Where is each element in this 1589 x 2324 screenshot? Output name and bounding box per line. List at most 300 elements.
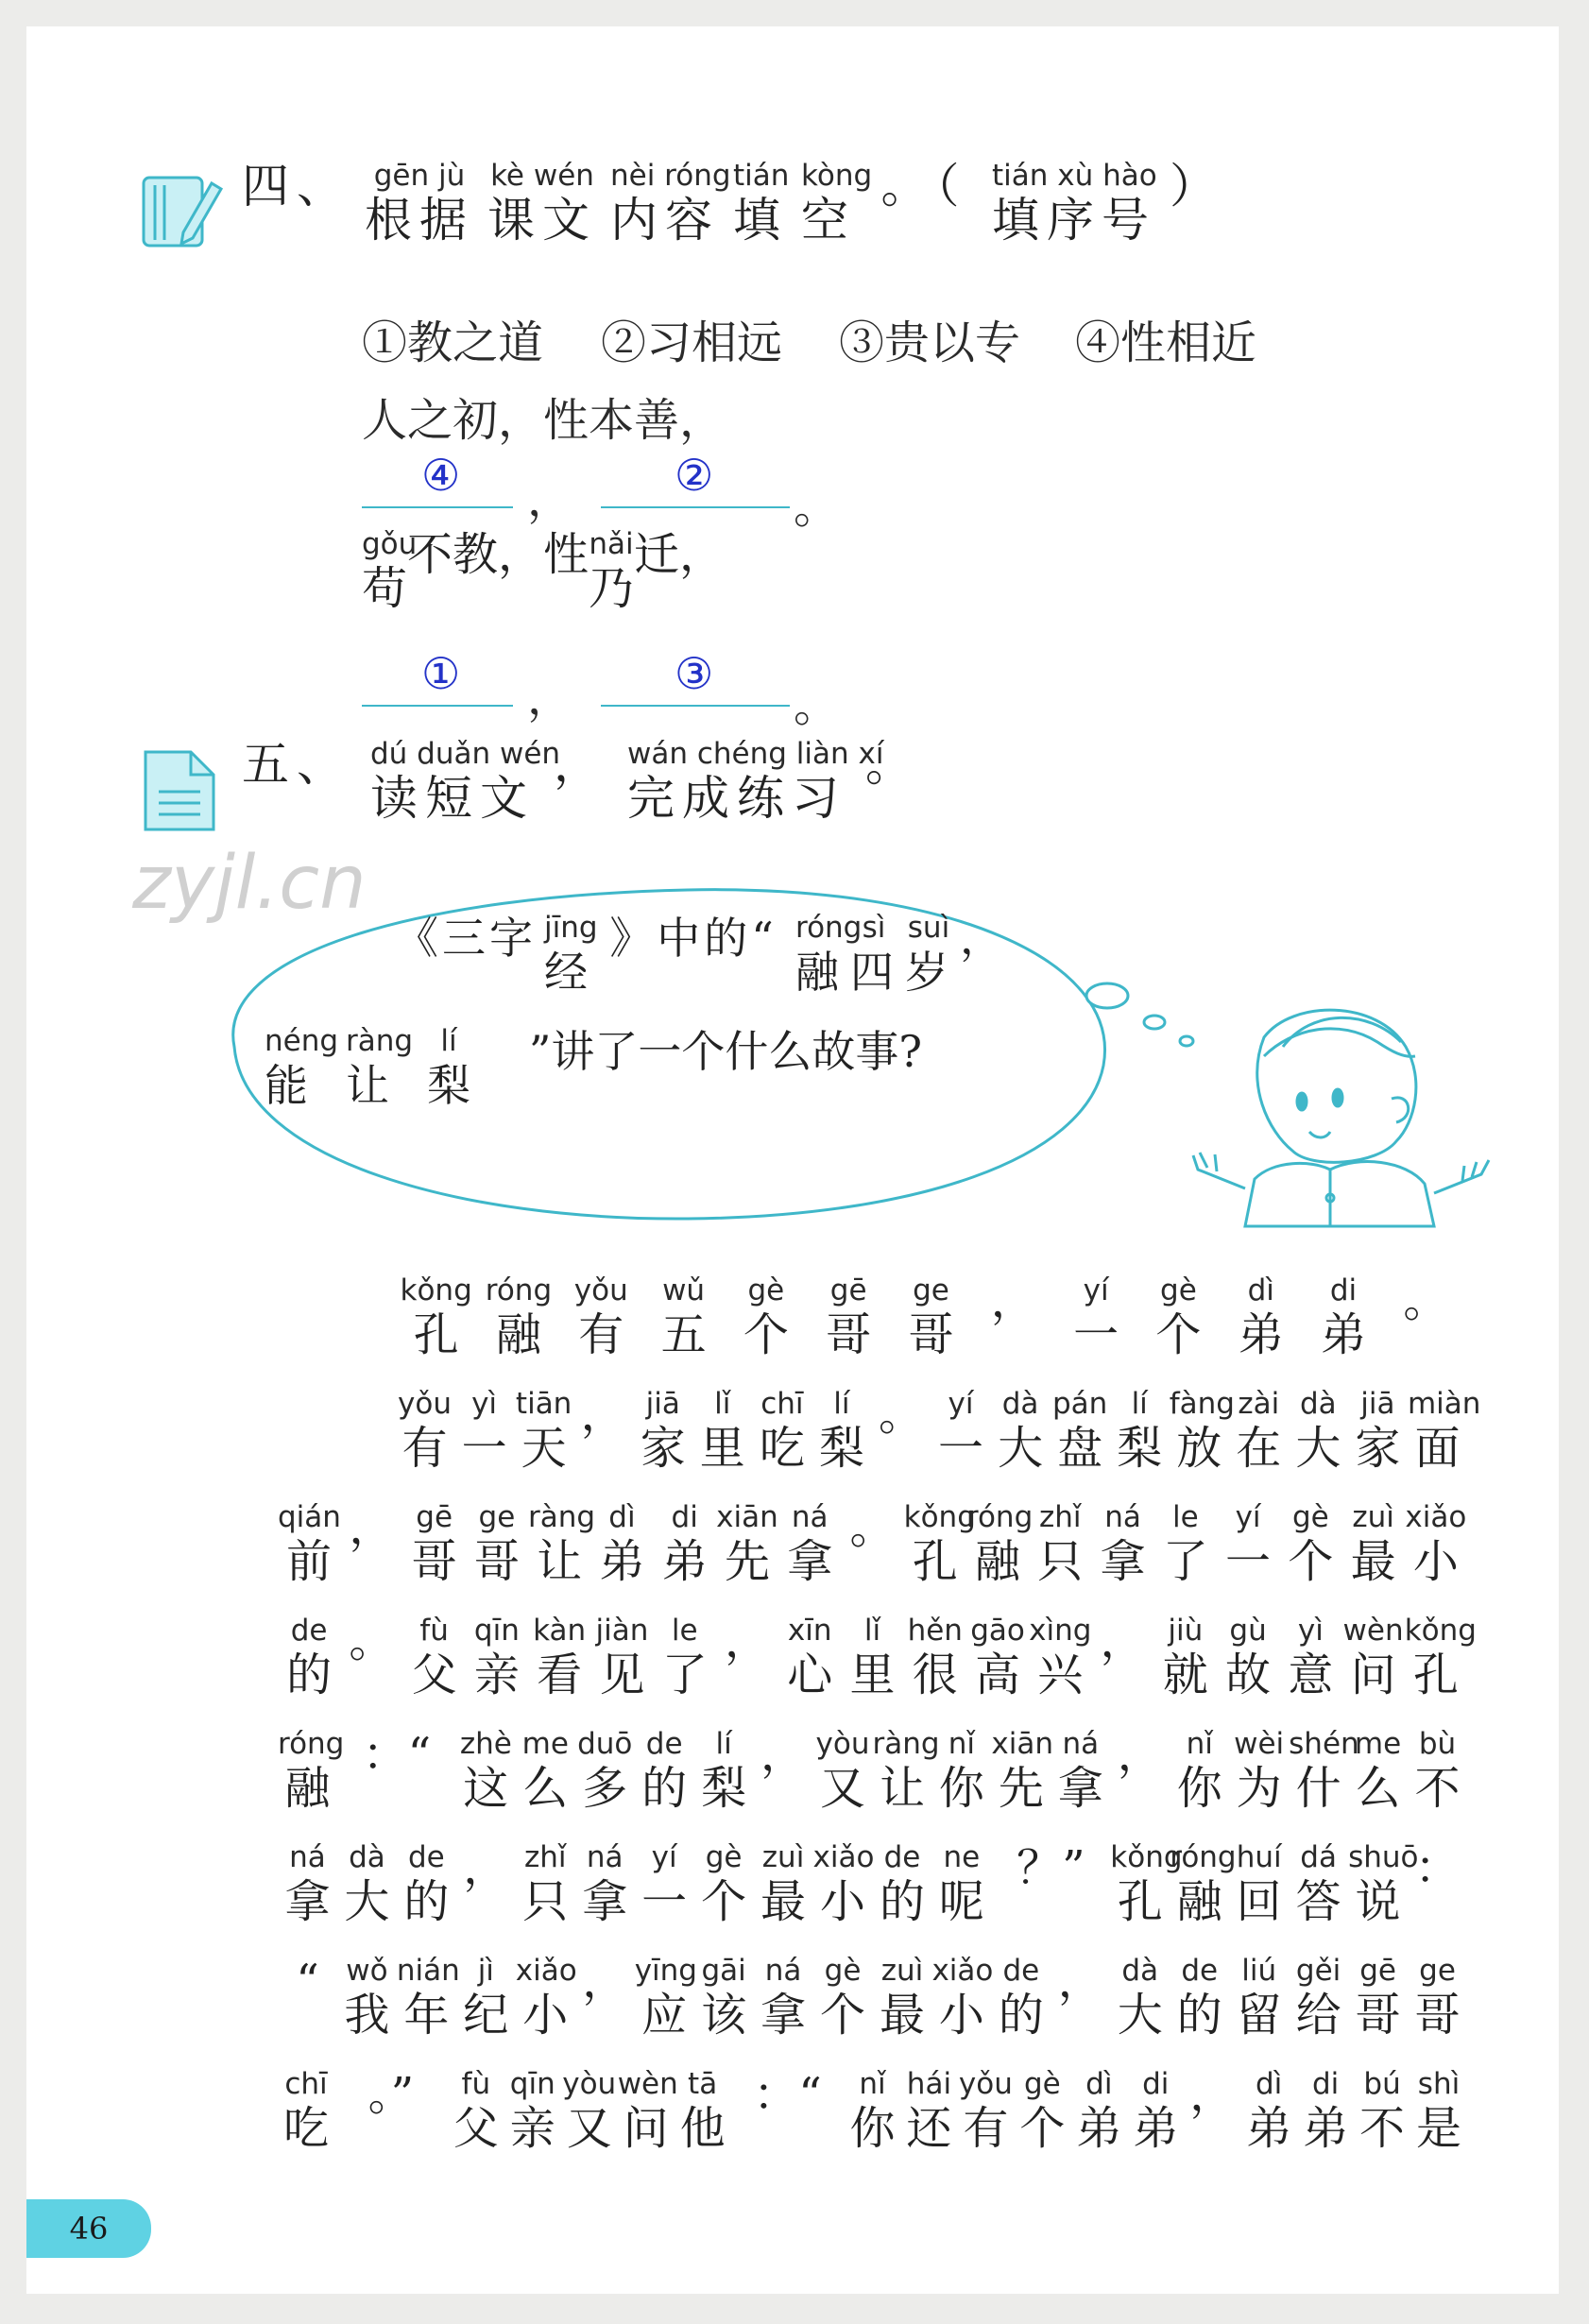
pinyin-char-group xyxy=(1169,1387,1235,1476)
hanzi: 吃 xyxy=(282,2102,329,2155)
hanzi: 的 xyxy=(286,1649,333,1701)
pinyin-char-group xyxy=(1217,1500,1279,1589)
pinyin-char-group xyxy=(242,159,351,214)
hanzi: 拿 xyxy=(284,1875,331,1928)
pinyin-char-group xyxy=(635,1727,694,1816)
pinyin-char-group xyxy=(407,527,589,582)
hanzi: 。 xyxy=(865,737,920,792)
hanzi: ， xyxy=(1100,1615,1146,1667)
hanzi: 弟 xyxy=(1238,1308,1284,1361)
pinyin: de xyxy=(290,1614,328,1648)
hanzi: 让 xyxy=(346,1060,389,1111)
blank-2-answer: ② xyxy=(675,450,714,501)
pinyin: wán chéng liàn xí xyxy=(627,737,884,771)
hanzi: 五 xyxy=(660,1308,707,1361)
pinyin: gǒu xyxy=(362,527,418,561)
pinyin: róng xyxy=(965,1500,1034,1534)
pinyin-char-group xyxy=(1404,1614,1477,1702)
pinyin: pán xyxy=(1051,1387,1108,1421)
pinyin: gāi xyxy=(701,1954,746,1988)
pinyin-char-group xyxy=(528,1614,590,1702)
pinyin: gāo xyxy=(970,1614,1025,1648)
pinyin-char-group xyxy=(966,1614,1029,1702)
hanzi: 孔 xyxy=(912,1535,958,1588)
pinyin: chī xyxy=(284,2067,328,2101)
hanzi: 最 xyxy=(760,1875,807,1928)
pinyin: qīn xyxy=(473,1614,520,1648)
pinyin-char-group xyxy=(692,1387,752,1476)
pinyin-char-group xyxy=(931,1727,991,1816)
pinyin-char-group xyxy=(872,1727,940,1816)
pinyin-char-group xyxy=(395,1387,454,1476)
hanzi: 家 xyxy=(1355,1422,1401,1475)
pinyin: ràng xyxy=(528,1500,596,1534)
pinyin: ge xyxy=(1419,1954,1456,1988)
hanzi: 哥 xyxy=(1355,1989,1401,2042)
pinyin: gěi xyxy=(1295,1954,1341,1988)
pinyin-char-group xyxy=(873,1840,932,1929)
hanzi: 哥 xyxy=(473,1535,520,1588)
hanzi: 的 xyxy=(1176,1989,1222,2042)
pinyin: ràng xyxy=(346,1024,414,1058)
hanzi: 乃 xyxy=(589,562,635,615)
pinyin-char-group xyxy=(1170,1954,1229,2042)
hanzi: 梨 xyxy=(818,1422,864,1475)
pinyin: wǒ xyxy=(346,1954,388,1988)
hanzi: 吃 xyxy=(759,1422,805,1475)
hanzi: 了 xyxy=(1162,1535,1208,1588)
pinyin-char-group xyxy=(1229,1840,1289,1929)
pinyin-char-group xyxy=(528,1500,596,1589)
hanzi: ， xyxy=(349,1501,395,1554)
pinyin: me xyxy=(521,1727,569,1761)
hanzi: 应 xyxy=(641,1989,688,2042)
pinyin: chī xyxy=(760,1387,804,1421)
pinyin-char-group xyxy=(731,2067,845,2122)
pinyin-char-group xyxy=(1408,1840,1467,1895)
hanzi: 纪 xyxy=(463,1989,509,2042)
hanzi: 根据 xyxy=(365,193,474,248)
pinyin: zài xyxy=(1238,1387,1280,1421)
hanzi: 该 xyxy=(701,1989,747,2042)
pinyin: jì xyxy=(477,1954,494,1988)
hanzi: 哥 xyxy=(411,1535,457,1588)
pinyin: kǒng xyxy=(1110,1840,1183,1874)
pinyin: gēn jù xyxy=(373,159,466,193)
pinyin-char-group xyxy=(617,2067,678,2156)
hanzi: 一 xyxy=(1225,1535,1272,1588)
blank-3-answer: ① xyxy=(421,648,461,699)
hanzi: 他 xyxy=(679,2102,726,2155)
hanzi: 迁， xyxy=(634,528,726,581)
pinyin-char-group xyxy=(1170,1727,1229,1816)
hanzi: 年 xyxy=(403,1989,450,2042)
pinyin: zhè xyxy=(459,1727,512,1761)
hanzi: 孔 xyxy=(413,1308,459,1361)
pinyin: fù xyxy=(419,1614,449,1648)
pinyin-char-group xyxy=(1184,2067,1240,2122)
pinyin-char-group xyxy=(346,1024,414,1113)
pinyin-char-group xyxy=(845,2067,901,2156)
pinyin: de xyxy=(1002,1954,1040,1988)
pinyin-char-group xyxy=(477,1273,559,1362)
pinyin: gù xyxy=(1229,1614,1267,1648)
hanzi: 。（ xyxy=(880,159,967,214)
pinyin-char-group xyxy=(633,1387,692,1476)
pinyin: dì xyxy=(1256,2067,1283,2101)
document-icon xyxy=(138,746,223,837)
pinyin-char-group xyxy=(1170,1840,1237,1929)
pinyin-char-group xyxy=(590,1500,653,1589)
pinyin-char-group xyxy=(1279,1500,1341,1589)
pinyin-char-group xyxy=(242,737,351,792)
hanzi: 留 xyxy=(1236,1989,1282,2042)
blank-1[interactable] xyxy=(362,506,513,508)
pinyin: tián xù hào xyxy=(992,159,1157,193)
hanzi: 一 xyxy=(641,1875,688,1928)
pinyin: ge xyxy=(913,1273,949,1307)
hanzi: 。” xyxy=(367,2068,415,2121)
hanzi: 我 xyxy=(344,1989,390,2042)
hanzi: 最 xyxy=(879,1989,925,2042)
hanzi: 说 xyxy=(1355,1875,1401,1928)
pinyin-char-group xyxy=(965,1500,1034,1589)
pinyin-char-group xyxy=(890,1273,972,1362)
hanzi: 梨 xyxy=(427,1060,470,1111)
pinyin-char-group xyxy=(589,527,634,616)
pinyin-char-group xyxy=(1405,1500,1467,1589)
pinyin-char-group xyxy=(675,2067,731,2156)
hanzi: 融 xyxy=(795,947,843,998)
pinyin: róng xyxy=(485,1273,553,1307)
pinyin-char-group xyxy=(812,1387,871,1476)
pinyin: di xyxy=(671,1500,698,1534)
pinyin: jiā xyxy=(1360,1387,1395,1421)
pinyin-char-group xyxy=(813,1954,873,2042)
pinyin: lí xyxy=(833,1387,850,1421)
hanzi: 意 xyxy=(1288,1649,1334,1701)
watermark: zyjl.cn xyxy=(132,841,367,926)
pinyin-char-group xyxy=(903,1500,976,1589)
pinyin-char-group xyxy=(1408,1954,1467,2042)
hanzi: ， xyxy=(760,1728,807,1781)
blank-2[interactable] xyxy=(601,506,790,508)
blank-4[interactable] xyxy=(601,705,790,707)
hanzi: 兴 xyxy=(1037,1649,1084,1701)
pinyin-char-group xyxy=(850,911,897,1000)
story-paragraph xyxy=(26,1273,1559,2199)
hanzi: 父 xyxy=(411,1649,457,1701)
hanzi: 。 xyxy=(349,1615,395,1667)
pinyin-char-group xyxy=(1091,1500,1153,1589)
hanzi: 拿 xyxy=(787,1535,833,1588)
pinyin: gē xyxy=(829,1273,867,1307)
pinyin-char-group xyxy=(635,1840,694,1929)
hanzi: 填序号 xyxy=(992,193,1156,248)
hanzi: 故 xyxy=(1225,1649,1272,1701)
hanzi: ， xyxy=(580,1388,626,1441)
pinyin: xiān xyxy=(716,1500,778,1534)
hanzi: 五、 xyxy=(242,737,351,792)
pinyin: lǐ xyxy=(863,1614,881,1648)
pinyin-char-group xyxy=(813,1727,873,1816)
pinyin-char-group xyxy=(516,1727,575,1816)
option-1: ①教之道 xyxy=(362,316,544,369)
pinyin-char-group xyxy=(561,2067,618,2156)
hanzi: ， xyxy=(582,1955,628,2008)
hanzi: 弟 xyxy=(1246,2102,1292,2155)
pinyin-char-group xyxy=(1070,2067,1127,2156)
pinyin: dà xyxy=(1300,1387,1337,1421)
pinyin: wèn xyxy=(1342,1614,1404,1648)
option-3: ③贵以专 xyxy=(839,316,1021,369)
pinyin-char-group xyxy=(778,1614,841,1702)
pinyin-char-group xyxy=(1154,1500,1217,1589)
verse-line-1: 人之初，性本善， xyxy=(362,394,726,447)
pinyin-char-group xyxy=(991,1954,1051,2042)
hanzi: 让 xyxy=(537,1535,583,1588)
pinyin: ràng xyxy=(872,1727,940,1761)
pinyin: dà xyxy=(349,1840,385,1874)
hanzi: ， xyxy=(463,1841,509,1894)
pinyin-char-group xyxy=(514,1387,573,1476)
hanzi: ：“ xyxy=(753,2068,822,2121)
pinyin: de xyxy=(1181,1954,1219,1988)
pinyin: yīng xyxy=(634,1954,697,1988)
hanzi: 在 xyxy=(1236,1422,1282,1475)
comma-2: ， xyxy=(527,672,573,725)
hanzi: 梨 xyxy=(701,1762,747,1815)
pinyin: ge xyxy=(478,1500,516,1534)
pinyin-char-group xyxy=(487,159,597,248)
pinyin-char-group xyxy=(454,1387,514,1476)
pinyin: qián xyxy=(278,1500,341,1534)
hanzi: 岁 xyxy=(905,947,952,998)
hanzi: 多 xyxy=(582,1762,628,1815)
pinyin: ná xyxy=(791,1500,829,1534)
hanzi: 孔 xyxy=(1117,1875,1163,1928)
pinyin-char-group xyxy=(1220,1273,1302,1362)
pinyin: nǐ xyxy=(948,1727,976,1761)
pinyin: ne xyxy=(943,1840,981,1874)
pinyin-char-group xyxy=(278,1727,345,1816)
pinyin-char-group xyxy=(1014,2067,1070,2156)
hanzi: 的 xyxy=(879,1875,925,1928)
hanzi: 盘 xyxy=(1057,1422,1103,1475)
pinyin-char-group xyxy=(1051,1387,1110,1476)
hanzi: 你 xyxy=(938,1762,984,1815)
hanzi: ， xyxy=(724,1615,770,1667)
pinyin: de xyxy=(645,1727,683,1761)
pinyin: lí xyxy=(715,1727,732,1761)
hanzi: 个 xyxy=(701,1875,747,1928)
pinyin-char-group xyxy=(694,1954,754,2042)
pinyin-char-group xyxy=(448,2067,504,2156)
hanzi: “ xyxy=(296,1955,319,2008)
pinyin-char-group xyxy=(1341,1614,1404,1702)
hanzi: 见 xyxy=(599,1649,645,1701)
pinyin: ná xyxy=(586,1840,624,1874)
comma-1: ， xyxy=(527,473,573,526)
pinyin: wèi xyxy=(1234,1727,1285,1761)
hanzi: ， xyxy=(554,737,608,792)
pinyin-char-group xyxy=(733,159,788,248)
pinyin-char-group xyxy=(395,1273,477,1362)
pinyin-char-group xyxy=(654,1614,716,1702)
hanzi: 《三字 xyxy=(395,913,537,964)
pinyin: nǎi xyxy=(589,527,634,561)
hanzi: 呢 xyxy=(938,1875,984,1928)
hanzi: 里 xyxy=(699,1422,745,1475)
pinyin-char-group xyxy=(752,1387,812,1476)
pinyin: di xyxy=(1142,2067,1170,2101)
pinyin-char-group xyxy=(278,1954,337,2008)
pinyin: le xyxy=(671,1614,698,1648)
pinyin: ná xyxy=(1062,1727,1100,1761)
period-1: 。 xyxy=(794,481,840,534)
pinyin-char-group xyxy=(1408,1727,1467,1816)
pinyin: yòu xyxy=(562,2067,617,2101)
pinyin-char-group xyxy=(1029,1500,1091,1589)
pinyin-char-group xyxy=(1410,2067,1467,2156)
hanzi: 拿 xyxy=(582,1875,628,1928)
option-2: ②习相远 xyxy=(601,316,783,369)
pinyin: nǐ xyxy=(859,2067,886,2101)
pinyin-char-group xyxy=(370,737,561,826)
hanzi: 填 xyxy=(733,193,788,248)
pinyin-char-group xyxy=(1110,1387,1170,1476)
hanzi: 不 xyxy=(1359,2102,1406,2155)
pinyin: gè xyxy=(824,1954,862,1988)
pinyin-char-group xyxy=(1051,1727,1110,1816)
pinyin: ná xyxy=(289,1840,326,1874)
option-4: ④性相近 xyxy=(1075,316,1257,369)
pinyin-char-group xyxy=(504,2067,561,2156)
pinyin: jiàn xyxy=(595,1614,649,1648)
hanzi: 一 xyxy=(461,1422,507,1475)
pinyin-char-group xyxy=(1354,2067,1410,2156)
hanzi: 放 xyxy=(1176,1422,1222,1475)
pinyin-char-group xyxy=(1217,1614,1279,1702)
hanzi: 弟 xyxy=(1303,2102,1349,2155)
hanzi: 先 xyxy=(998,1762,1044,1815)
pinyin-char-group xyxy=(716,1500,778,1589)
pinyin: fàng xyxy=(1169,1387,1235,1421)
pinyin: shuō xyxy=(1348,1840,1419,1874)
pinyin: me xyxy=(1354,1727,1402,1761)
pinyin-char-group xyxy=(1110,1840,1183,1929)
pinyin-char-group xyxy=(508,1024,943,1079)
pinyin-char-group xyxy=(1051,1954,1110,2008)
pinyin-char-group xyxy=(544,911,598,1000)
hanzi: 融 xyxy=(284,1762,331,1815)
hanzi: 大 xyxy=(1295,1422,1341,1475)
pinyin: kòng xyxy=(801,159,873,193)
pinyin: shì xyxy=(1417,2067,1461,2101)
hanzi: 回 xyxy=(1236,1875,1282,1928)
pinyin-char-group xyxy=(795,911,863,1000)
hanzi: 个 xyxy=(1155,1308,1202,1361)
hanzi: 完成练习 xyxy=(627,771,846,826)
hanzi: 么 xyxy=(1355,1762,1401,1815)
pinyin-char-group xyxy=(599,911,788,965)
hanzi: 最 xyxy=(1350,1535,1396,1588)
hanzi: 亲 xyxy=(473,1649,520,1701)
pinyin-char-group xyxy=(1348,1840,1419,1929)
pinyin: róng xyxy=(1170,1840,1237,1874)
hanzi: ， xyxy=(1189,2068,1236,2121)
pinyin-char-group xyxy=(900,2067,957,2156)
pinyin: liú xyxy=(1241,1954,1277,1988)
pinyin: xiǎo xyxy=(931,1954,994,1988)
hanzi: 弟 xyxy=(1076,2102,1122,2155)
pinyin-char-group xyxy=(634,1954,697,2042)
pinyin: kǒng xyxy=(1404,1614,1477,1648)
hanzi: 哥 xyxy=(908,1308,954,1361)
pinyin-char-group xyxy=(694,1840,754,1929)
pinyin-char-group xyxy=(991,1387,1051,1476)
hanzi: ：“ xyxy=(362,1728,432,1781)
pinyin-char-group xyxy=(871,1387,931,1442)
pinyin-char-group xyxy=(754,1840,813,1929)
pinyin-char-group xyxy=(1110,1727,1170,1782)
pinyin-char-group xyxy=(403,1500,466,1589)
pinyin-char-group xyxy=(1091,1614,1153,1668)
hanzi: 又 xyxy=(820,1762,866,1815)
pinyin-char-group xyxy=(278,2067,334,2156)
hanzi: 问 xyxy=(1350,1649,1396,1701)
pinyin-char-group xyxy=(808,1273,890,1362)
pinyin-char-group xyxy=(725,1273,807,1362)
pinyin-char-group xyxy=(960,911,1007,965)
pinyin-char-group xyxy=(456,1954,516,2042)
notebook-pencil-icon xyxy=(138,166,232,253)
hanzi: 课文 xyxy=(487,193,597,248)
pinyin: gè xyxy=(1160,1273,1197,1307)
pinyin-char-group xyxy=(337,1954,397,2042)
pinyin: qīn xyxy=(509,2067,555,2101)
hanzi: 你 xyxy=(1176,1762,1222,1815)
pinyin: bú xyxy=(1363,2067,1401,2101)
pinyin: dì xyxy=(1247,1273,1274,1307)
pinyin: hái xyxy=(906,2067,952,2101)
pinyin: lǐ xyxy=(714,1387,731,1421)
pinyin: xiǎo xyxy=(812,1840,875,1874)
pinyin-char-group xyxy=(1289,1387,1348,1476)
hanzi: 融 xyxy=(1176,1875,1222,1928)
pinyin-char-group xyxy=(340,1500,402,1555)
pinyin-char-group xyxy=(1348,1387,1408,1476)
pinyin-char-group xyxy=(265,1024,339,1113)
hanzi: 让 xyxy=(879,1762,925,1815)
pinyin-char-group xyxy=(466,1500,528,1589)
hanzi: 不 xyxy=(1414,1762,1461,1815)
hanzi: 苟 xyxy=(362,562,408,615)
hanzi: 不教，性 xyxy=(407,528,589,581)
pinyin: jiù xyxy=(1168,1614,1204,1648)
hanzi: 了 xyxy=(661,1649,708,1701)
pinyin-char-group xyxy=(278,1840,337,1929)
blank-3[interactable] xyxy=(362,705,513,707)
pinyin-char-group xyxy=(1289,1840,1348,1929)
hanzi: 读短文 xyxy=(370,771,535,826)
pinyin: xiān xyxy=(991,1727,1053,1761)
pinyin-char-group xyxy=(873,1954,932,2042)
pinyin: zuì xyxy=(1352,1500,1394,1534)
pinyin-char-group xyxy=(397,1840,456,1929)
hanzi: 小 xyxy=(938,1989,984,2042)
hanzi: 弟 xyxy=(1133,2102,1179,2155)
